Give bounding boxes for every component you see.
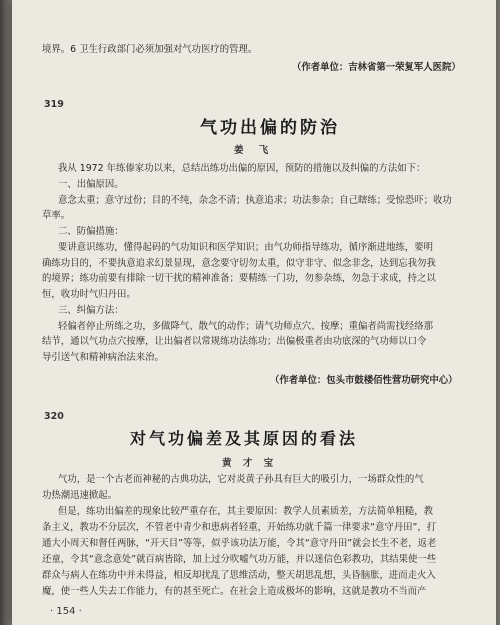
author-affiliation: （作者单位：包头市鼓楼佰性营功研究中心） xyxy=(270,375,458,386)
paragraph-line: 轻偏者停止所练之功，多做降气、散气的动作；请气功师点穴、按摩；重偏者尚需找经络那 xyxy=(58,321,434,332)
paragraph-line: 确练功目的，不要执意追求幻景显现，意念要守切勿太重，似守非守、似念非念，达到忘我勿我 xyxy=(42,258,436,269)
book-page xyxy=(12,0,496,625)
paragraph-line: 我从 1972 年练傣家功以来，总结出练功出偏的原因，预防的措施以及纠偏的方法如下： xyxy=(58,163,426,174)
section-heading: 二、防偏措施： xyxy=(58,226,124,237)
paragraph-line: 的境界；练功前要有排除一切干扰的精神准备；要精练一门功，勿参杂练，勿急于求成，持之以 xyxy=(42,273,436,284)
paragraph-line: 要讲意识练功，懂得起码的气功知识和医学知识；由气功师指导练功，循序渐进地练，要明 xyxy=(58,242,434,253)
paragraph-line: 群众与病人在练功中并未得益，相反却扰乱了思维活动，整天胡思乱想，头昏脑胀，进而走火入 xyxy=(42,570,436,581)
section-heading: 三、纠偏方法： xyxy=(58,305,124,316)
article-author: 黄 才 宝 xyxy=(222,458,278,469)
paragraph-line: 还童，令其“意念意处”就百病皆除，加上过分吹嘘气功万能，并以迷信色彩教功，其结果使一些 xyxy=(42,554,437,565)
paragraph-line: 草率。 xyxy=(42,210,71,221)
paragraph-line: 魔，使一些人失去工作能力，有的甚至死亡。在社会上造成极坏的影响，这就是教功不当而产 xyxy=(42,586,427,597)
paragraph-line: 导引送气和精神病治法来治。 xyxy=(42,352,164,363)
text-line: 境界。6 卫生行政部门必须加强对气功医疗的管理。 xyxy=(42,44,258,55)
paragraph-line: 通大小周天和督任两脉，“开天目”等等，似乎该功法万能，令其“意守丹田”就会长生不老，返老 xyxy=(42,538,437,549)
paragraph-line: 条主义，教功不分层次，不管老中青少和患病者轻重，开始练功就千篇一律要求“意守丹田”，打 xyxy=(42,522,437,533)
article-author: 姜 飞 xyxy=(234,145,275,156)
author-affiliation: （作者单位：吉林省第一荣复军人医院） xyxy=(292,62,461,73)
book-spine-shadow xyxy=(0,0,12,625)
paragraph-line: 意念太重；意守过份；目的不纯，杂念不清；执意追求；功法参杂；自己瞎练；受惊恐吓；收功 xyxy=(58,195,452,206)
paragraph-line: 功热潮迅速掀起。 xyxy=(42,490,118,501)
article-number: 320 xyxy=(44,411,64,422)
paragraph-line: 但是，练功出偏差的现象比较严重存在，其主要原因：教学人员素质差，方法简单粗糙，教 xyxy=(58,506,434,517)
section-heading: 一、出偏原因。 xyxy=(58,179,124,190)
article-title: 对气功偏差及其原因的看法 xyxy=(130,429,359,448)
article-title: 气功出偏的防治 xyxy=(200,118,340,138)
paragraph-line: 结节，通以气功点穴按摩，让出偏者以常规练功法练功；出偏极重者由功底深的气功师以口令 xyxy=(42,336,427,347)
article-number: 319 xyxy=(44,99,64,110)
page-number: · 154 · xyxy=(50,606,82,617)
paragraph-line: 气功，是一个古老而神秘的古典功法，它对炎黄子孙具有巨大的吸引力，一场群众性的气 xyxy=(58,474,424,485)
paragraph-line: 恒，收功时气归丹田。 xyxy=(42,289,136,300)
